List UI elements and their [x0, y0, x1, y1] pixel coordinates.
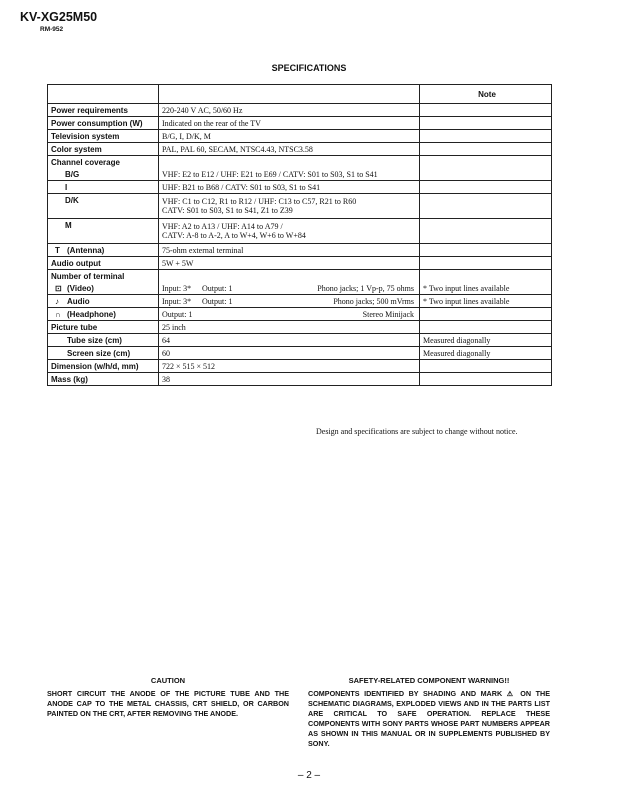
spec-value: Indicated on the rear of the TV [159, 117, 420, 130]
spec-label: B/G [48, 168, 159, 181]
spec-value: 38 [159, 373, 420, 386]
spec-value: VHF: E2 to E12 / UHF: E21 to E69 / CATV: S01 to S03, S1 to S41 [159, 168, 420, 181]
spec-value: 25 inch [159, 321, 420, 334]
section-title: SPECIFICATIONS [271, 63, 347, 73]
spec-label: Audio [67, 296, 90, 306]
table-row [48, 270, 552, 283]
note-header: Note [420, 85, 552, 104]
model-number: KV-XG25M50 [20, 10, 98, 24]
spec-label: Picture tube [48, 321, 159, 334]
spec-note: Measured diagonally [420, 334, 552, 347]
safety-warning-title: SAFETY-RELATED COMPONENT WARNING!! [348, 676, 510, 685]
caution-title: CAUTION [150, 676, 186, 685]
terminal-input: Input: 3* [162, 283, 192, 293]
spec-value: 722 × 515 × 512 [159, 360, 420, 373]
spec-note: * Two input lines available [420, 282, 552, 295]
spec-note: Measured diagonally [420, 347, 552, 360]
table-row [48, 104, 552, 117]
table-row [48, 130, 552, 143]
table-row [48, 143, 552, 156]
headphone-icon: ∩ [55, 309, 61, 319]
spec-label: Power consumption (W) [48, 117, 159, 130]
spec-label: I [48, 181, 159, 194]
table-row [48, 117, 552, 130]
remote-model: RM-952 [40, 26, 64, 33]
table-row [48, 156, 552, 169]
spec-value: 75-ohm external terminal [159, 244, 420, 257]
spec-label: Dimension (w/h/d, mm) [48, 360, 159, 373]
antenna-icon: T [55, 245, 60, 255]
spec-value-line: CATV: S01 to S03, S1 to S41, Z1 to Z39 [162, 206, 293, 215]
page-number: – 2 – [297, 770, 321, 781]
table-row [48, 347, 552, 360]
spec-note: * Two input lines available [420, 295, 552, 308]
audio-icon: ♪ [55, 296, 59, 306]
spec-label: Mass (kg) [48, 373, 159, 386]
spec-label: Screen size (cm) [48, 347, 159, 360]
spec-value: UHF: B21 to B68 / CATV: S01 to S03, S1 to S41 [159, 181, 420, 194]
table-row [48, 373, 552, 386]
caution-body: SHORT CIRCUIT THE ANODE OF THE PICTURE TUBE AND THE ANODE CAP TO THE METAL CHASSIS, CRT SHIELD, OR CARBON PAINTED ON THE CRT, AFTER REMOVING THE ANODE. [47, 689, 289, 718]
table-row [48, 308, 552, 321]
disclaimer-text: Design and specifications are subject to change without notice. [316, 427, 518, 436]
spec-value: 60 [159, 347, 420, 360]
terminal-spec: Phono jacks; 1 Vp-p, 75 ohms [317, 283, 414, 293]
spec-label: Audio output [48, 257, 159, 270]
spec-label: Power requirements [48, 104, 159, 117]
spec-value-line: CATV: A-8 to A-2, A to W+4, W+6 to W+84 [162, 231, 306, 240]
video-icon: ⊡ [55, 283, 62, 293]
table-row [48, 168, 552, 181]
spec-label: Tube size (cm) [48, 334, 159, 347]
spec-label: Television system [48, 130, 159, 143]
spec-label: Color system [48, 143, 159, 156]
terminal-output: Output: 1 [202, 296, 233, 306]
terminal-output: Output: 1 [162, 309, 193, 319]
spec-label: (Antenna) [67, 245, 105, 255]
table-row [48, 282, 552, 295]
table-row [48, 194, 552, 219]
table-header-row [48, 85, 552, 104]
spec-label: Channel coverage [48, 156, 159, 169]
safety-warning-body: COMPONENTS IDENTIFIED BY SHADING AND MARK ⚠ ON THE SCHEMATIC DIAGRAMS, EXPLODED VIEWS AND IN THE PARTS LIST ARE CRITICAL TO SAFE OPERATION. REPLACE THESE COMPONENTS WITH SONY PARTS WHOSE PART NUMBERS APPEAR AS SHOWN IN THIS MANUAL OR IN SUPPLEMENTS PUBLISHED BY SONY. [308, 689, 550, 748]
spec-value: 220-240 V AC, 50/60 Hz [159, 104, 420, 117]
spec-value: PAL, PAL 60, SECAM, NTSC4.43, NTSC3.58 [159, 143, 420, 156]
spec-label: (Headphone) [67, 309, 116, 319]
spec-value-line: VHF: C1 to C12, R1 to R12 / UHF: C13 to C57, R21 to R60 [162, 197, 357, 206]
specifications-table [47, 84, 552, 386]
spec-value: B/G, I, D/K, M [159, 130, 420, 143]
table-row [48, 295, 552, 308]
table-row [48, 244, 552, 257]
terminal-output: Output: 1 [202, 283, 233, 293]
table-row [48, 257, 552, 270]
table-row [48, 181, 552, 194]
spec-label: D/K [48, 194, 159, 219]
terminal-input: Input: 3* [162, 296, 192, 306]
spec-label: Number of terminal [48, 270, 159, 283]
table-row [48, 334, 552, 347]
spec-label: M [48, 219, 159, 244]
spec-value-line: VHF: A2 to A13 / UHF: A14 to A79 / [162, 222, 283, 231]
table-row [48, 219, 552, 244]
table-row [48, 360, 552, 373]
table-row [48, 321, 552, 334]
terminal-spec: Stereo Minijack [362, 309, 414, 319]
terminal-spec: Phono jacks; 500 mVrms [333, 296, 414, 306]
spec-label: (Video) [67, 283, 94, 293]
spec-value: 64 [159, 334, 420, 347]
spec-value: 5W + 5W [159, 257, 420, 270]
